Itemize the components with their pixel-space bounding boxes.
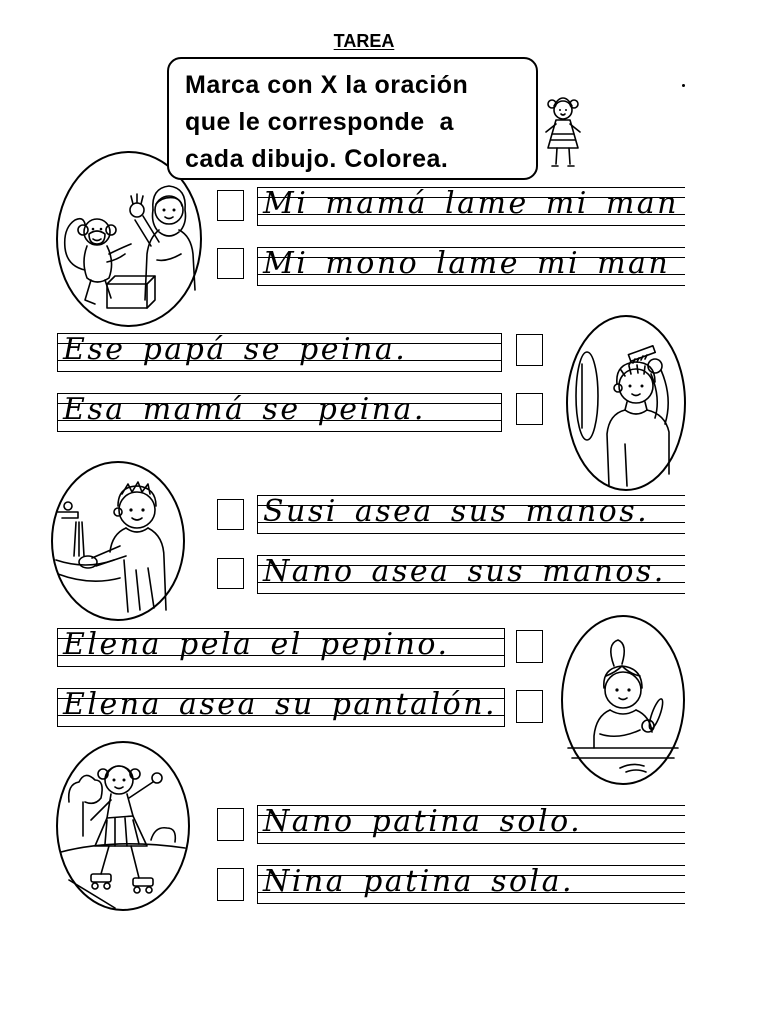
answer-checkbox[interactable] — [217, 558, 244, 589]
answer-checkbox[interactable] — [217, 868, 244, 901]
sentence-text: Elena asea su pantalón. — [63, 688, 498, 722]
writing-line — [257, 805, 685, 844]
mirror — [576, 352, 598, 440]
roller-skates — [91, 874, 153, 893]
writing-line — [257, 187, 685, 226]
answer-checkbox[interactable] — [217, 499, 244, 530]
answer-checkbox[interactable] — [516, 630, 543, 663]
answer-checkbox[interactable] — [516, 334, 543, 366]
scan-speck — [682, 84, 685, 87]
answer-checkbox[interactable] — [516, 690, 543, 723]
answer-checkbox[interactable] — [516, 393, 543, 425]
writing-line — [57, 333, 502, 372]
writing-line — [257, 247, 685, 286]
sink — [56, 560, 120, 581]
monkey-figure — [65, 219, 131, 304]
sentence-text: Elena pela el pepino. — [63, 628, 450, 662]
answer-checkbox[interactable] — [217, 190, 244, 221]
girl-roller-skating-icon — [55, 740, 191, 912]
girl-figure-icon — [540, 90, 586, 172]
writing-line — [57, 688, 505, 727]
girl-peeling-cucumber-icon — [560, 614, 686, 786]
girl-figure-drawing — [546, 98, 580, 166]
girl-figure — [91, 766, 162, 878]
answer-checkbox[interactable] — [217, 808, 244, 841]
sentence-text: Mi mono lame mi man — [263, 247, 671, 281]
writing-line — [57, 393, 502, 432]
page-title: TAREA — [333, 31, 395, 51]
writing-line — [257, 495, 685, 534]
sentence-text: Nano asea sus manos. — [263, 555, 666, 589]
instruction-line-3: cada dibujo. Colorea. — [185, 145, 449, 173]
man-combing-hair-icon — [565, 314, 687, 492]
sentence-text: Nano patina solo. — [263, 805, 583, 839]
writing-line — [57, 628, 505, 667]
answer-checkbox[interactable] — [217, 248, 244, 279]
girl-figure — [594, 640, 665, 748]
man-figure — [607, 359, 669, 486]
boy-figure — [79, 482, 166, 612]
sentence-text: Susi asea sus manos. — [263, 495, 650, 529]
box — [107, 276, 155, 308]
instruction-line-1: Marca con X la oración — [185, 71, 469, 99]
sentence-text: Nina patina sola. — [263, 865, 575, 899]
sentence-text: Esa mamá se peina. — [63, 393, 426, 427]
writing-line — [257, 555, 685, 594]
instructions-box — [167, 57, 538, 180]
writing-line — [257, 865, 685, 904]
instruction-line-2: que le corresponde a — [185, 108, 454, 136]
mother-figure — [130, 186, 195, 300]
sentence-text: Ese papá se peina. — [63, 333, 408, 367]
sentence-text: Mi mamá lame mi man — [263, 187, 680, 221]
boy-washing-hands-icon — [50, 460, 186, 622]
table — [568, 748, 678, 772]
faucet — [58, 502, 84, 556]
